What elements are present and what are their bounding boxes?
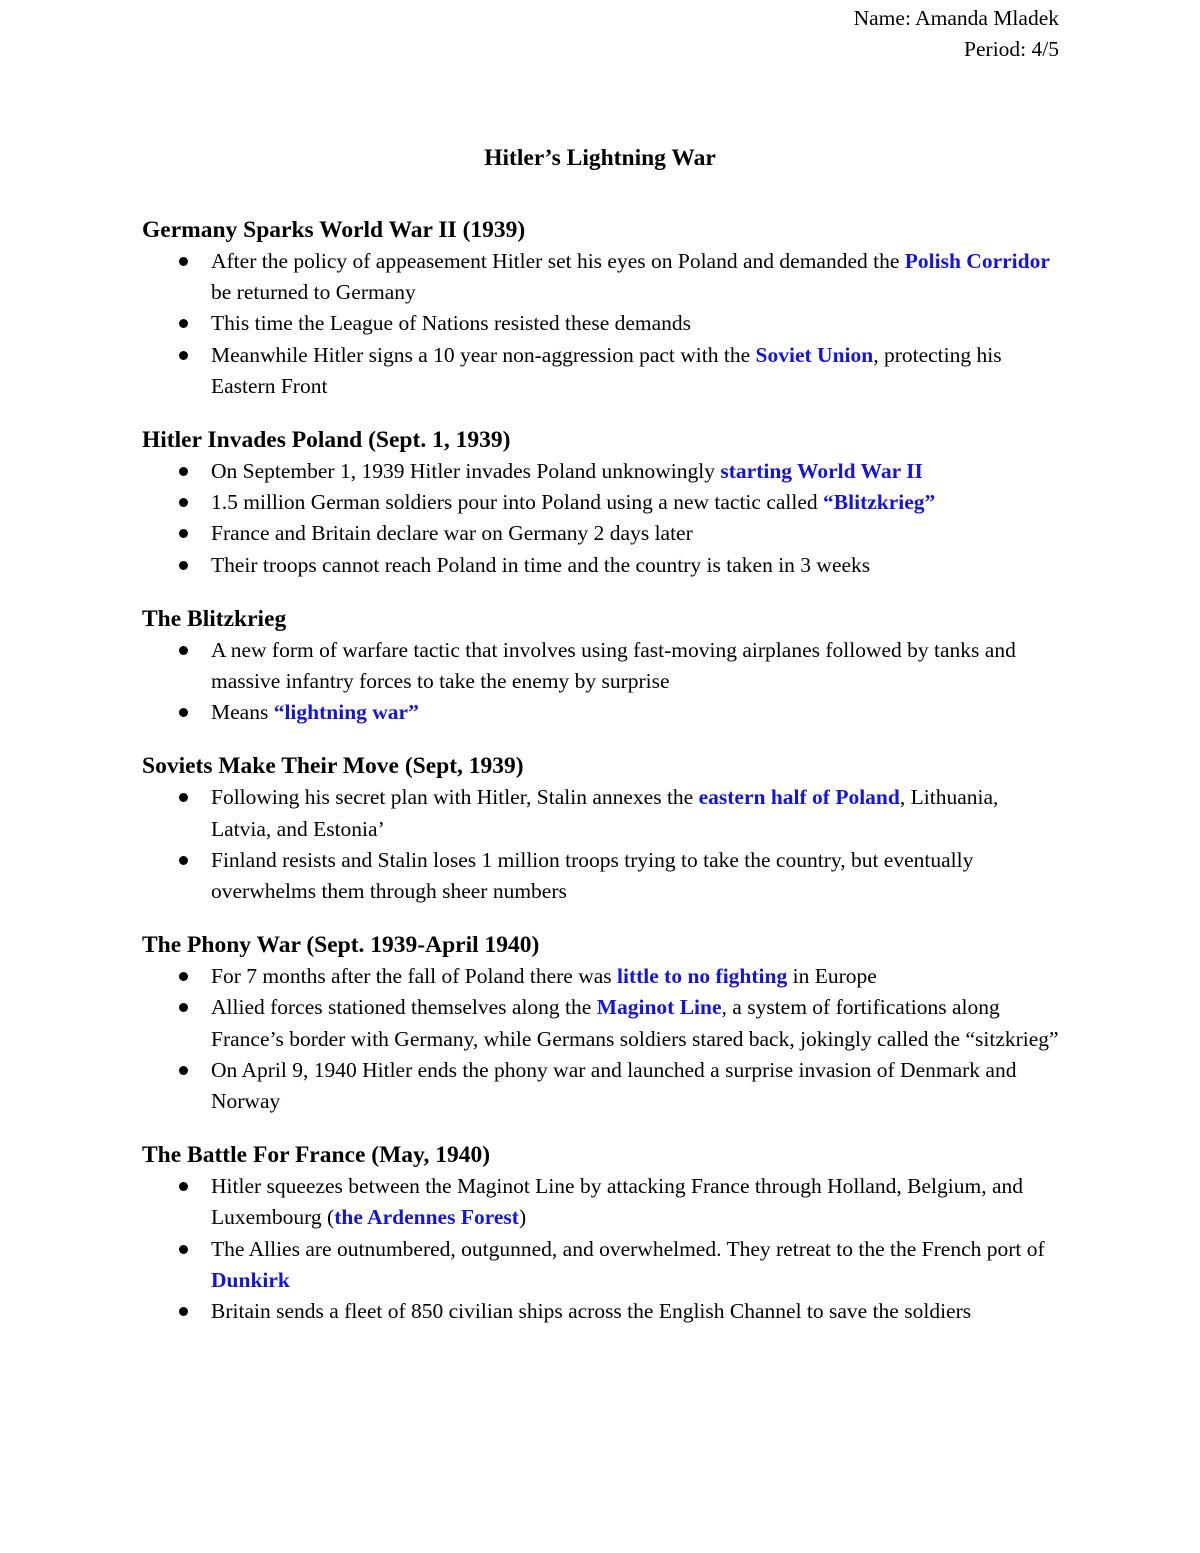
section-heading: The Phony War (Sept. 1939-April 1940) (142, 932, 540, 959)
bullet-dot-icon (179, 257, 188, 266)
key-term: little to no fighting (617, 964, 788, 989)
bullet-dot-icon (179, 793, 188, 802)
bullet-text: Hitler squeezes between the Maginot Line by attacking France through Holland, Belgium, and Luxembourg ( (211, 1174, 1023, 1230)
bullet-list (142, 456, 1062, 581)
bullet-item (142, 1171, 1062, 1233)
bullet-item (142, 340, 1062, 402)
bullet-dot-icon (179, 351, 188, 360)
bullet-text: 1.5 million German soldiers pour into Poland using a new tactic called (211, 490, 824, 515)
notes-section (142, 604, 1062, 729)
bullet-item (142, 1055, 1062, 1117)
bullet-item (142, 550, 1062, 581)
bullet-dot-icon (179, 856, 188, 865)
student-header (854, 3, 1059, 65)
section-heading: The Blitzkrieg (142, 605, 287, 632)
bullet-dot-icon (179, 646, 188, 655)
student-name: Name: Amanda Mladek (853, 6, 1059, 30)
bullet-item (142, 518, 1062, 549)
bullet-text: The Allies are outnumbered, outgunned, and overwhelmed. They retreat to the the French port of (211, 1236, 1045, 1261)
bullet-item (142, 697, 1062, 728)
bullet-text: France and Britain declare war on Germany 2 days later (211, 521, 693, 546)
document-title: Hitler’s Lightning War (484, 145, 716, 171)
bullet-text-continued: , Lithuania, Latvia, and Estonia’ (211, 785, 999, 841)
bullet-dot-icon (179, 708, 188, 717)
key-term: Dunkirk (211, 1267, 290, 1292)
key-term: Polish Corridor (904, 249, 1050, 273)
key-term: starting World War II (720, 459, 923, 484)
notes-body (142, 215, 1062, 1350)
bullet-dot-icon (179, 529, 188, 538)
bullet-dot-icon (179, 319, 188, 328)
bullet-item (142, 635, 1062, 697)
bullet-text: Allied forces stationed themselves along the (211, 995, 597, 1020)
bullet-dot-icon (179, 1245, 188, 1254)
bullet-item (142, 246, 1062, 308)
bullet-dot-icon (179, 1307, 188, 1316)
bullet-text-continued: , a system of fortifications along France’s border with Germany, while Germans soldiers stared back, jokingly called the “sitzkrieg” (211, 995, 1059, 1051)
bullet-text: This time the League of Nations resisted these demands (211, 311, 692, 336)
bullet-item (142, 487, 1062, 518)
bullet-dot-icon (179, 1182, 188, 1191)
bullet-item (142, 782, 1062, 844)
bullet-text-continued: ) (518, 1205, 527, 1230)
bullet-dot-icon (179, 972, 188, 981)
bullet-dot-icon (179, 498, 188, 507)
bullet-item (142, 845, 1062, 907)
section-heading: The Battle For France (May, 1940) (142, 1142, 491, 1169)
bullet-text: Following his secret plan with Hitler, Stalin annexes the (211, 785, 699, 810)
bullet-list (142, 635, 1062, 729)
bullet-list (142, 1171, 1062, 1327)
notes-section (142, 751, 1062, 907)
key-term: the Ardennes Forest (334, 1205, 519, 1230)
bullet-text: Their troops cannot reach Poland in time and the country is taken in 3 weeks (211, 552, 871, 577)
key-term: Maginot Line (596, 995, 722, 1020)
bullet-text: Means (211, 700, 274, 725)
key-term: eastern half of Poland (698, 785, 900, 810)
bullet-dot-icon (179, 561, 188, 570)
key-term: “lightning war” (273, 700, 419, 725)
key-term: Soviet Union (755, 342, 874, 367)
bullet-text-continued: be returned to Germany (211, 280, 416, 305)
section-heading: Hitler Invades Poland (Sept. 1, 1939) (142, 427, 511, 454)
notes-section (142, 425, 1062, 581)
bullet-item (142, 992, 1062, 1054)
notes-section (142, 215, 1062, 402)
bullet-text: Britain sends a fleet of 850 civilian ships across the English Channel to save the soldiers (211, 1299, 972, 1324)
bullet-item (142, 961, 1062, 992)
bullet-item (142, 456, 1062, 487)
bullet-list (142, 246, 1062, 402)
bullet-text: A new form of warfare tactic that involves using fast-moving airplanes followed by tanks and massive infantry forces to take the enemy by surprise (211, 637, 1016, 694)
class-period: Period: 4/5 (964, 37, 1059, 61)
section-heading: Soviets Make Their Move (Sept, 1939) (142, 753, 524, 780)
bullet-item (142, 1296, 1062, 1327)
bullet-text-continued: in Europe (787, 964, 877, 989)
bullet-text: Meanwhile Hitler signs a 10 year non-aggression pact with the (211, 342, 756, 367)
bullet-text-continued: , protecting his Eastern Front (211, 342, 1002, 398)
bullet-text: After the policy of appeasement Hitler set his eyes on Poland and demanded the (211, 249, 905, 273)
bullet-text: For 7 months after the fall of Poland there was (211, 964, 618, 989)
bullet-text: On September 1, 1939 Hitler invades Poland unknowingly (211, 459, 721, 484)
bullet-dot-icon (179, 1003, 188, 1012)
bullet-item (142, 308, 1062, 339)
bullet-item (142, 1234, 1062, 1296)
notes-section (142, 1140, 1062, 1327)
bullet-text: Finland resists and Stalin loses 1 million troops trying to take the country, but eventually overwhelms them through sheer numbers (211, 847, 974, 904)
section-heading: Germany Sparks World War II (1939) (142, 217, 526, 243)
notes-section (142, 930, 1062, 1117)
bullet-text: On April 9, 1940 Hitler ends the phony war and launched a surprise invasion of Denmark and Norway (211, 1057, 1017, 1114)
bullet-dot-icon (179, 467, 188, 476)
key-term: “Blitzkrieg” (823, 490, 936, 515)
bullet-list (142, 961, 1062, 1117)
bullet-dot-icon (179, 1066, 188, 1075)
bullet-list (142, 782, 1062, 907)
